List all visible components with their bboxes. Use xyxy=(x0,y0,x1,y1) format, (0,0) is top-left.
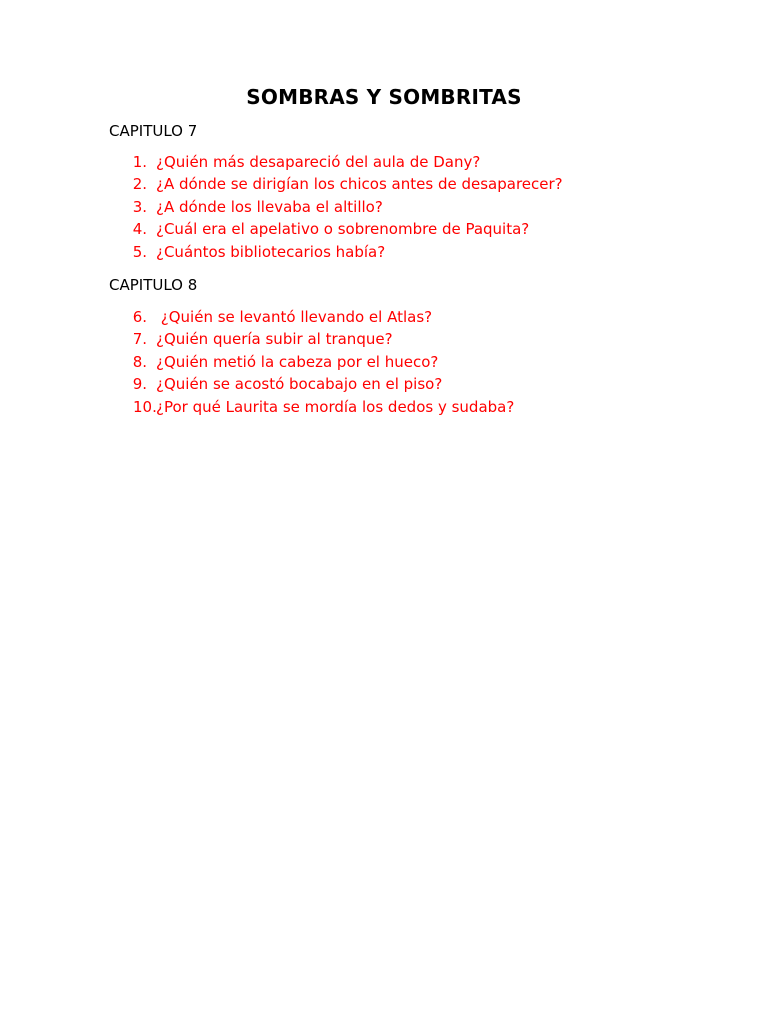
question-number: 4. xyxy=(132,220,147,239)
question-number: 9. xyxy=(132,375,147,394)
question-number: 7. xyxy=(132,330,147,349)
chapter-7-heading: CAPITULO 7 xyxy=(109,122,198,140)
question-text: ¿A dónde se dirigían los chicos antes de desaparecer? xyxy=(156,175,563,194)
question-text: ¿Quién metió la cabeza por el hueco? xyxy=(156,352,439,371)
question-text: ¿Quién quería subir al tranque? xyxy=(156,330,393,349)
question-text: ¿Quién se levantó llevando el Atlas? xyxy=(156,308,433,326)
question-text: ¿Quién más desapareció del aula de Dany? xyxy=(156,153,481,171)
question-text: ¿Por qué Laurita se mordía los dedos y sudaba? xyxy=(156,397,515,416)
chapter-8-heading: CAPITULO 8 xyxy=(109,276,198,294)
question-number: 3. xyxy=(132,197,147,216)
question-text: ¿Quién se acostó bocabajo en el piso? xyxy=(156,375,443,394)
question-text: ¿Cuál era el apelativo o sobrenombre de Paquita? xyxy=(156,220,530,239)
question-number: 1. xyxy=(132,153,147,171)
question-number: 5. xyxy=(132,242,147,261)
question-number: 2. xyxy=(132,175,147,194)
question-number: 10. xyxy=(133,397,157,416)
question-text: ¿A dónde los llevaba el altillo? xyxy=(156,197,383,216)
question-number: 8. xyxy=(132,352,147,371)
question-text: ¿Cuántos bibliotecarios había? xyxy=(156,242,386,261)
document-title: SOMBRAS Y SOMBRITAS xyxy=(246,85,522,109)
question-number: 6. xyxy=(132,308,147,326)
